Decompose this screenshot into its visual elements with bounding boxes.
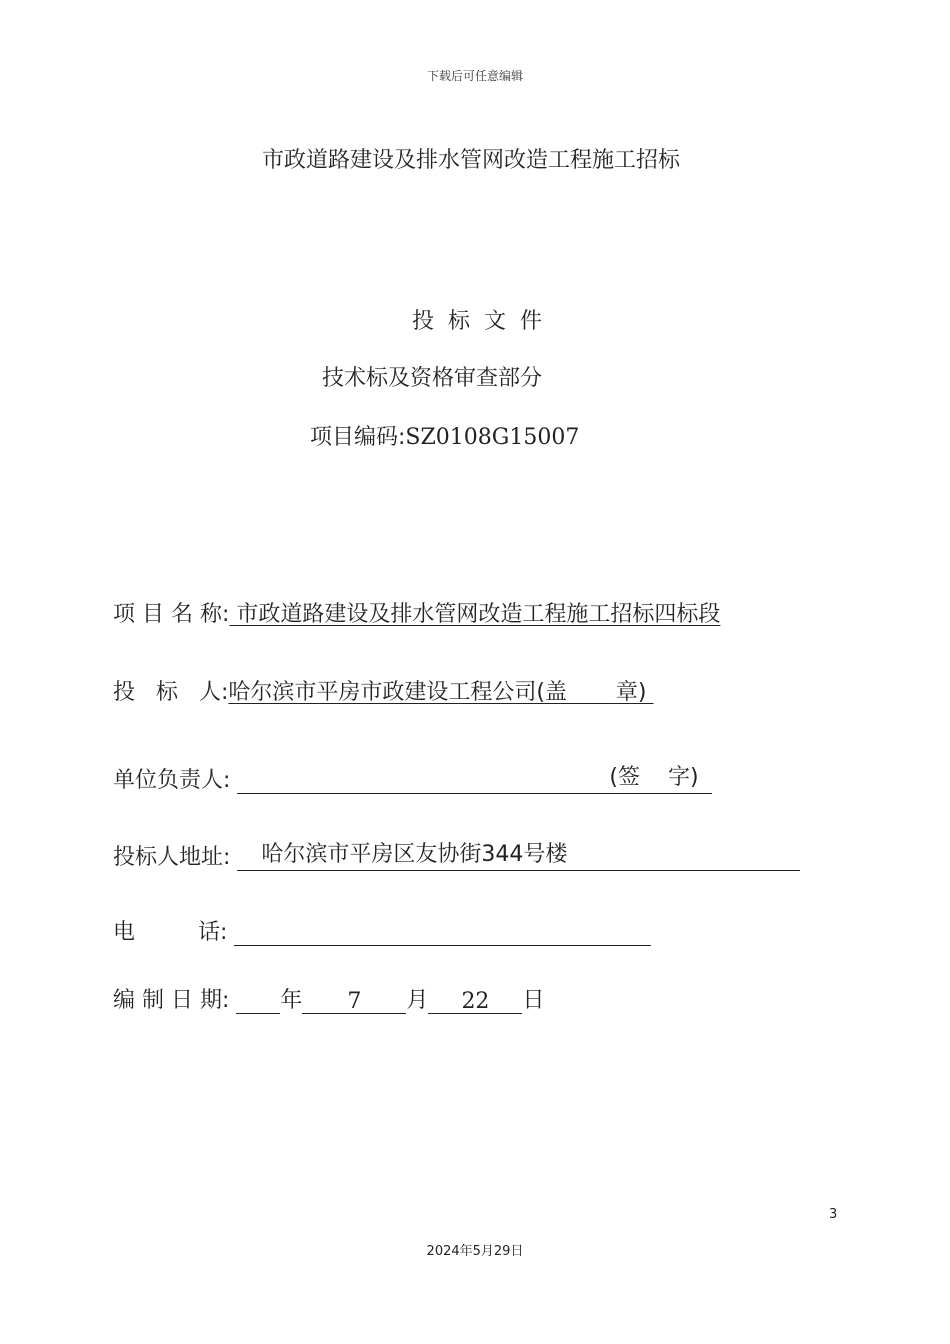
- phone-field: [113, 915, 651, 946]
- bidder-label: 投 标 人:: [113, 680, 229, 705]
- header-note: 下载后可任意编辑: [426, 69, 523, 83]
- document-title: 市政道路建设及排水管网改造工程施工招标: [262, 148, 681, 173]
- year-blank[interactable]: [236, 989, 280, 1014]
- bidder-field: [113, 675, 654, 706]
- address-value: 哈尔滨市平房区友协街344号楼: [261, 842, 568, 867]
- project-name-field: [113, 597, 720, 628]
- leader-label: 单位负责人:: [113, 768, 231, 793]
- project-name-value: 市政道路建设及排水管网改造工程施工招标四标段: [236, 602, 721, 627]
- address-label: 投标人地址:: [113, 845, 231, 870]
- leader-signature-line[interactable]: [237, 765, 712, 794]
- month-unit: 月: [406, 988, 429, 1013]
- year-unit: 年: [280, 988, 303, 1013]
- document-subtitle: 技术标及资格审查部分: [322, 366, 543, 391]
- project-name-label: 项 目 名 称:: [113, 602, 230, 627]
- phone-line[interactable]: [234, 921, 651, 946]
- document-type: 投标文件: [412, 309, 557, 334]
- day-unit: 日: [522, 988, 545, 1013]
- date-field: [113, 983, 544, 1014]
- date-label: 编 制 日 期:: [113, 988, 230, 1013]
- day-value: 22: [461, 989, 490, 1014]
- page-number: 3: [829, 1207, 838, 1222]
- address-line[interactable]: [237, 842, 800, 871]
- project-code-value: SZ0108G15007: [405, 425, 580, 450]
- address-field: [113, 840, 800, 871]
- project-code-label: 项目编码:: [310, 425, 406, 450]
- day-blank[interactable]: [428, 989, 522, 1014]
- bidder-value: 哈尔滨市平房市政建设工程公司(盖 章): [228, 680, 647, 705]
- footer-date: 2024年5月29日: [426, 1244, 524, 1259]
- sign-label: (签 字): [609, 765, 699, 790]
- project-code: [310, 420, 579, 451]
- month-value: 7: [347, 989, 362, 1014]
- phone-label: 电 话:: [113, 920, 228, 945]
- month-blank[interactable]: [302, 989, 406, 1014]
- leader-field: [113, 763, 712, 794]
